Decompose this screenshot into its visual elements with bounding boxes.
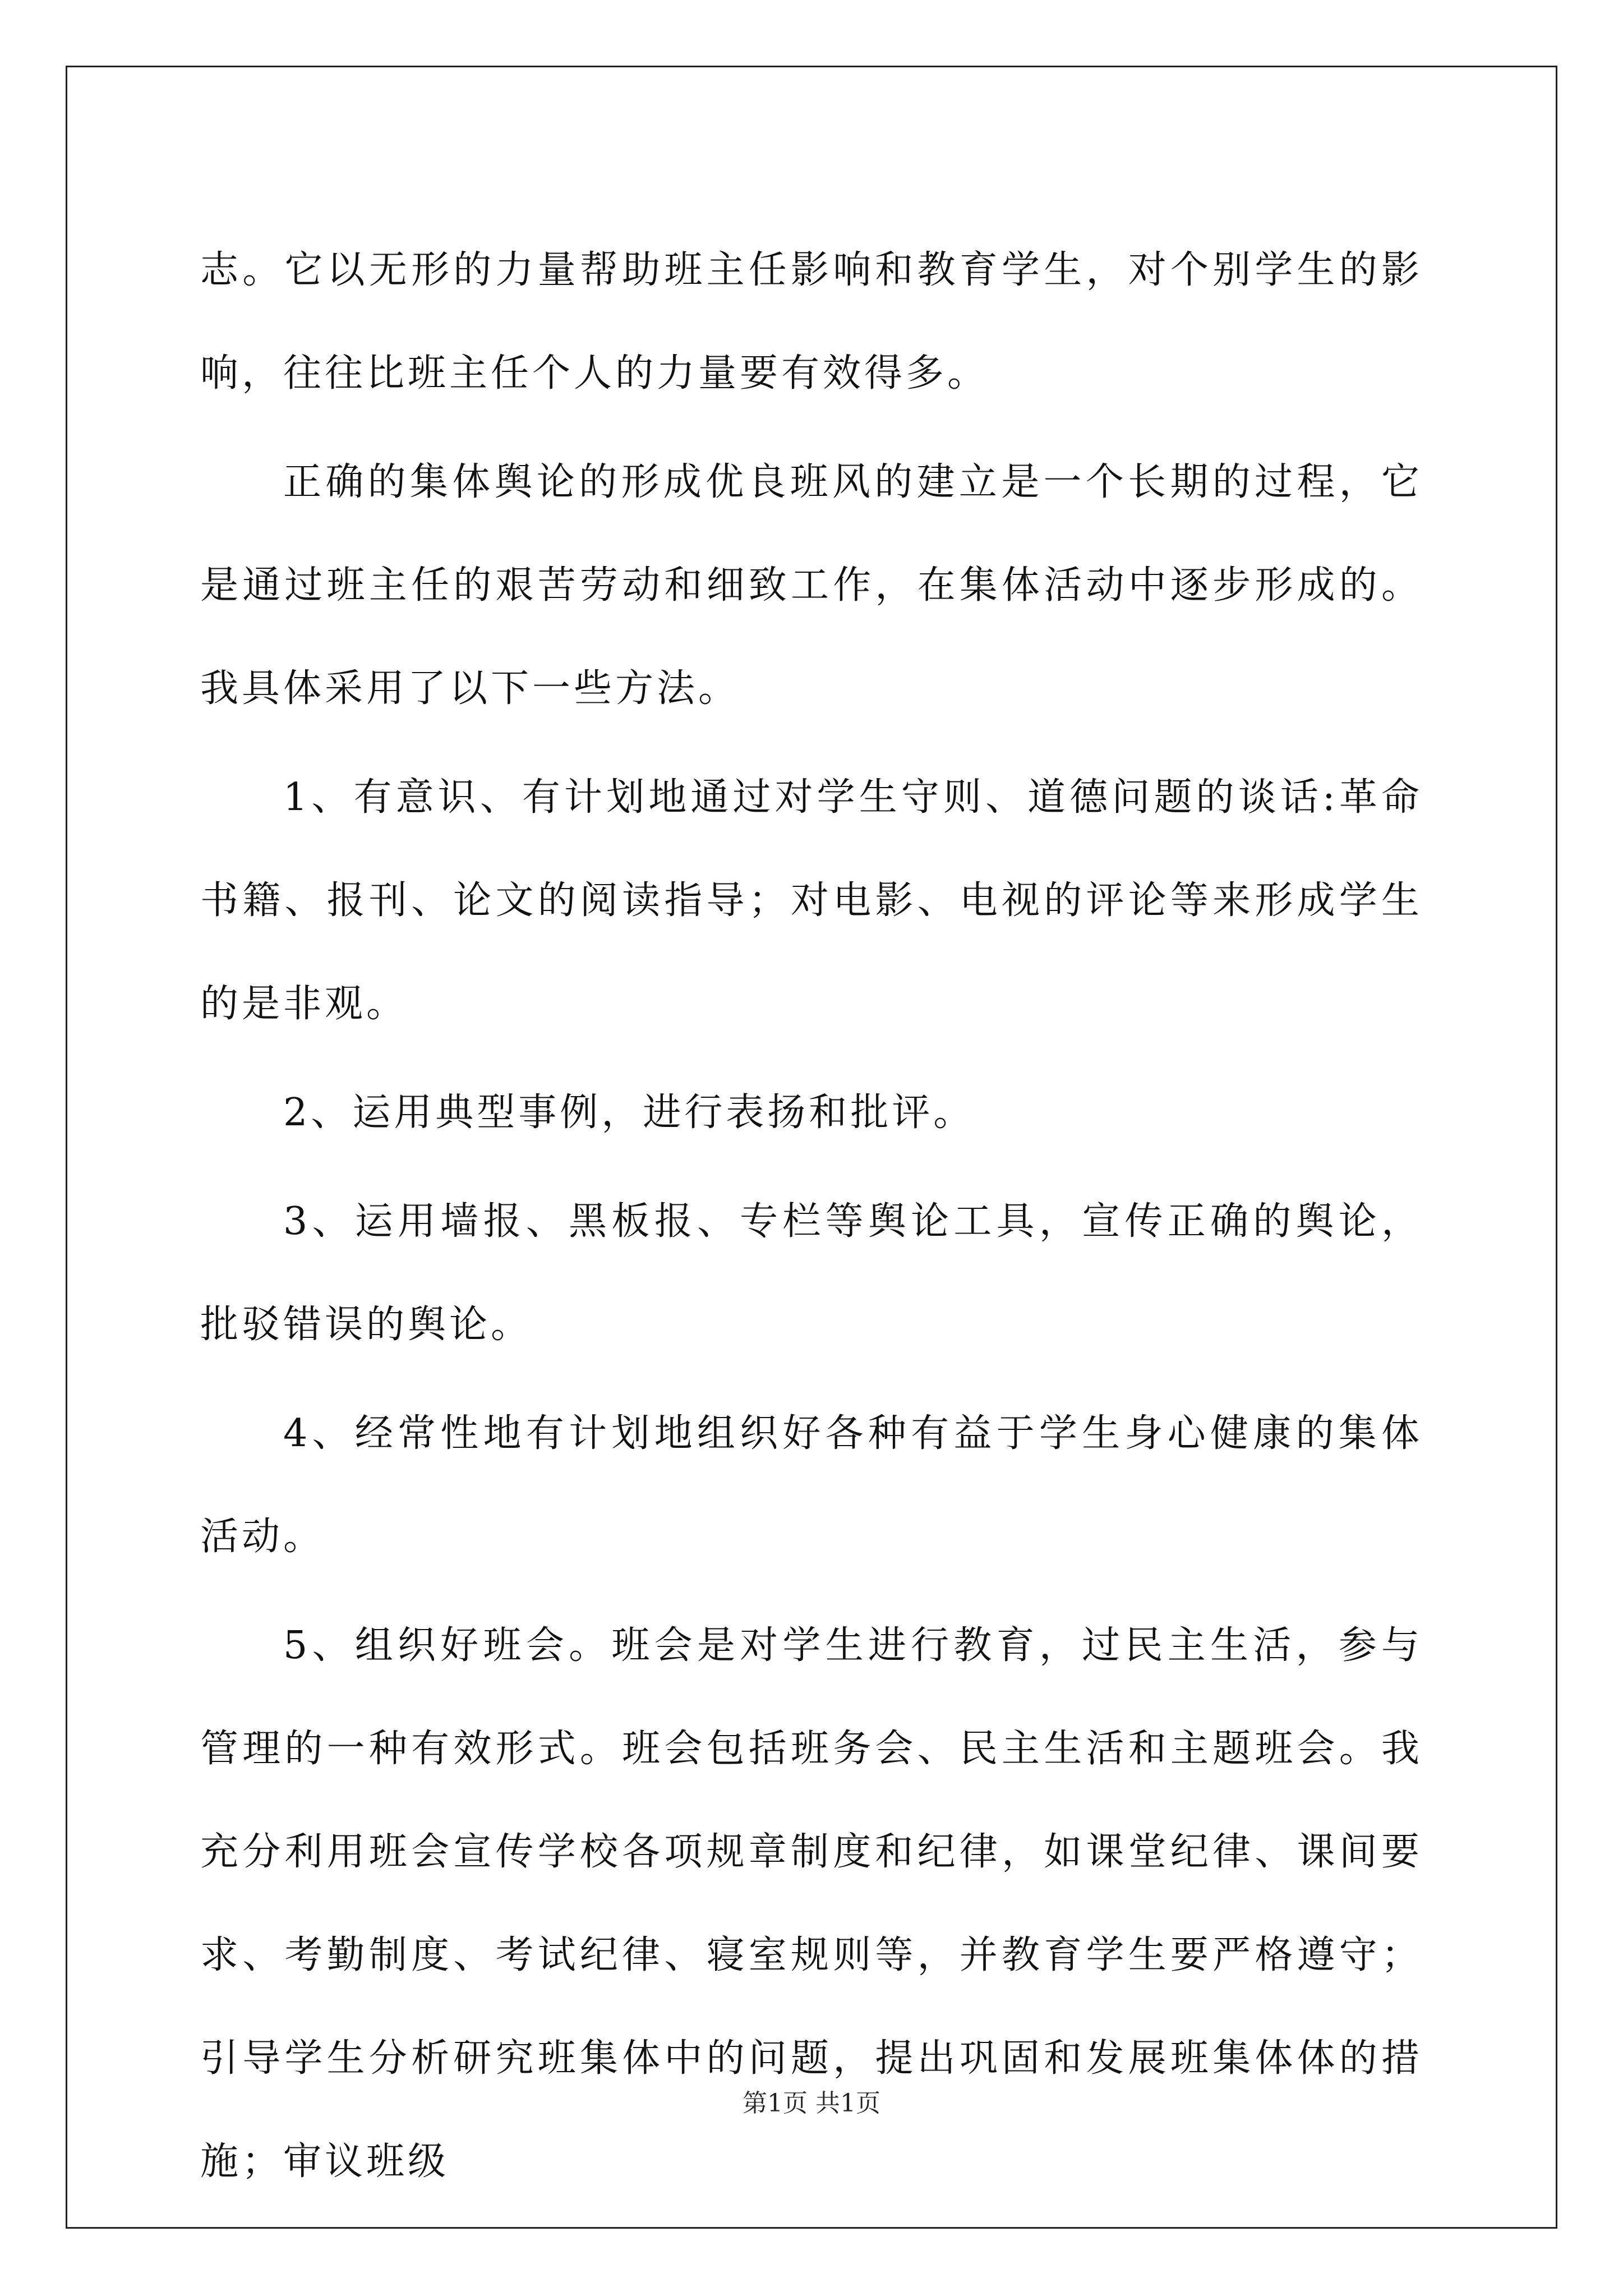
page-footer: 第1页 共1页 xyxy=(743,2089,880,2118)
paragraph-2: 正确的集体舆论的形成优良班风的建立是一个长期的过程，它是通过班主任的艰苦劳动和细致工作，在集体活动中逐步形成的。我具体采用了以下一些方法。 xyxy=(200,460,1423,711)
paragraph-5: 3、运用墙报、黑板报、专栏等舆论工具，宣传正确的舆论，批驳错误的舆论。 xyxy=(200,1199,1423,1347)
paragraph-7: 5、组织好班会。班会是对学生进行教育，过民主生活，参与管理的一种有效形式。班会包括班务会、民主生活和主题班会。我充分利用班会宣传学校各项规章制度和纪律，如课堂纪律、课间要求、考勤制度、考试纪律、寝室规则等，并教育学生要严格遵守；引导学生分析研究班集体中的问题，提出巩固和发展班集体体的措施；审议班级 xyxy=(200,1623,1423,2184)
paragraph-3: 1、有意识、有计划地通过对学生守则、道德问题的谈话:革命书籍、报刊、论文的阅读指导；对电影、电视的评论等来形成学生的是非观。 xyxy=(200,775,1423,1026)
paragraph-1: 志。它以无形的力量帮助班主任影响和教育学生，对个别学生的影响，往往比班主任个人的力量要有效得多。 xyxy=(200,248,1423,395)
paragraph-4: 2、运用典型事例，进行表扬和批评。 xyxy=(283,1091,975,1135)
document-body xyxy=(200,219,1423,2219)
paragraph-6: 4、经常性地有计划地组织好各种有益于学生身心健康的集体活动。 xyxy=(200,1411,1423,1559)
